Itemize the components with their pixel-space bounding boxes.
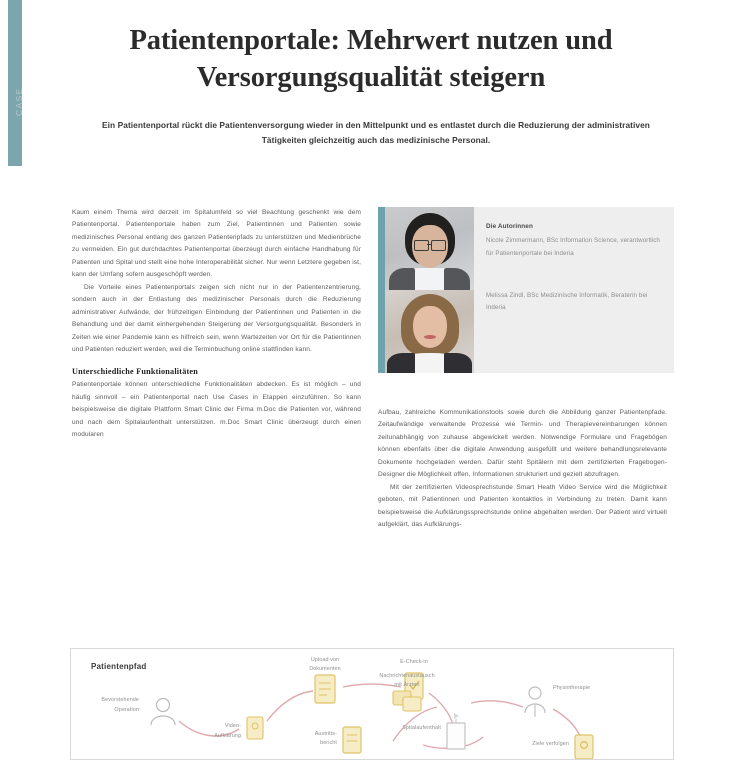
flow-arrow — [393, 707, 437, 741]
hospital-icon-flag — [454, 713, 459, 719]
article-lead: Ein Patientenportal rückt die Patientenversorgung wieder in den Mittelpunkt und es entlastet durch die Reduzierung der administrativen Tätigkeiten gleichzeitig auch das medizinische Personal. — [102, 120, 650, 145]
figure-node — [402, 713, 465, 749]
body-column-left — [72, 207, 361, 625]
figure-node — [214, 717, 263, 739]
hospital-icon — [447, 723, 465, 749]
avatar-lips — [424, 335, 436, 339]
page-title — [62, 22, 680, 96]
section-tab-label: CASE — [14, 87, 24, 116]
author-photo-accent-bar — [378, 207, 385, 373]
figure-node — [379, 673, 434, 711]
page-title-line-1: Patientenportale: Mehrwert nutzen und — [129, 25, 613, 56]
paragraph: Mit der zertifizierten Videosprechstunde Smart Heath Video Service wird die Möglichkeit geboten, mit Patientinnen und Patienten kontaktlos in Verbindung zu treten. Damit kann beispielsweise die Aufklärungssprechstunde online abgehalten werden. Der Patient wird virtuell aufgeklärt, das Aufklärungs- — [378, 483, 667, 529]
avatar-jacket — [444, 268, 470, 290]
message-icon — [403, 697, 421, 711]
node-label: E-Check-in — [400, 659, 428, 665]
flow-arrow — [471, 701, 523, 707]
flow-arrow — [343, 684, 401, 687]
node-label: Upload von — [310, 657, 340, 663]
node-label: Austritts- — [314, 731, 337, 737]
figure-node — [315, 727, 361, 753]
therapist-icon — [529, 687, 541, 699]
avatar-jacket — [387, 353, 415, 373]
goals-icon — [575, 735, 593, 759]
paragraph: Die Vorteile eines Patientenportals zeigen sich nicht nur in der Patientenzentrierung, sondern auch in der Entlastung des medizinischer Personals durch die Reduzierung administrativer Aufwände, der frühzeitigen Einbindung der Patientinnen und Patienten in die Behandlung und der damit einhergehenden Steigerung der Versorgungsqualität. Besonders in Zeiten wie einer Pandemie kann es hilfreich sein, wenn Wartezeiten vor Ort für die Patientinnen und Patienten reduziert werden, weil die Terminbuchung online stattfinden kann. — [72, 283, 361, 354]
node-label: Dokumenten — [309, 666, 341, 672]
avatar-glasses-icon — [414, 240, 429, 251]
node-label: bericht — [320, 740, 337, 746]
author-box-heading: Die Autorinnen — [486, 223, 533, 230]
figure-node — [101, 697, 175, 725]
author-avatar — [385, 290, 474, 373]
avatar-face — [413, 306, 447, 348]
figure-title: Patientenpfad — [91, 662, 147, 671]
author-box — [378, 207, 674, 373]
figure-canvas — [71, 649, 673, 759]
avatar-jacket — [389, 268, 415, 290]
author-avatar — [385, 207, 474, 290]
avatar-glasses-icon — [431, 240, 446, 251]
node-label: Bevorstehende — [101, 697, 139, 703]
node-label: mit Ärzten — [394, 682, 420, 688]
author-entry: Melissa Zindl, BSc Medizinische Informatik, Beraterin bei Inderia — [486, 291, 648, 311]
node-label: Physiotherapie — [553, 685, 591, 691]
section-subheading: Unterschiedliche Funktionalitäten — [72, 366, 199, 376]
node-label: Operation — [114, 707, 139, 713]
node-label: Aufklärung — [214, 733, 241, 739]
avatar-jacket — [444, 353, 472, 373]
author-photo-group — [378, 207, 474, 373]
node-label: Ziele verfolgen — [532, 741, 569, 747]
author-entry: Nicole Zimmermann, BSc Information Science, verantwortlich für Patientenportale bei Inderia — [486, 237, 660, 257]
video-document-icon — [247, 717, 263, 739]
figure-node — [309, 657, 341, 703]
node-label: Spitalaufenthalt — [402, 725, 441, 731]
node-label: Video- — [224, 723, 241, 729]
figure-patient-journey — [70, 648, 674, 760]
paragraph: Patientenportale können unterschiedliche Funktionalitäten abdecken. Es ist möglich – und häufig sinnvoll – ein Patientenportal nach Use Cases in Etappen einzuführen. So kann beispielsweise die digitale Plattform Smart Clinic der Firma m.Doc die Patienten vor, während und nach dem Spitalaufenthalt unterstützen. m.Doc Smart Clinic überzeugt durch einen modularen — [72, 381, 361, 438]
page-title-line-2: Versorgungsqualität steigern — [196, 62, 546, 94]
figure-node — [532, 735, 593, 759]
avatar-glasses-bridge — [427, 244, 431, 245]
report-icon — [343, 727, 361, 753]
paragraph: Aufbau, zahlreiche Kommunikationstools sowie durch die Abbildung ganzer Patientenpfade. Zeitaufwändige verwaltende Prozesse wie Termin- und Therapievereinbarungen können zeitunabhängig von zuhause abgewickelt werden. Notwendige Formulare und Fragebögen können ebenfalls über die digitale Anwendung ausgefüllt und weitere behandlungsrelevante Dokumente hochgeladen werden. Dafür steht Spitälern mit dem zertifizierten Fragebogen-Designer die Möglichkeit offen, Informationen strukturiert und gezielt abzufragen. — [378, 409, 667, 479]
patient-icon-body — [151, 716, 175, 725]
patient-icon — [157, 699, 170, 712]
flow-arrow — [267, 691, 313, 721]
author-details — [474, 207, 674, 373]
node-label: Nachrichtenaustausch — [379, 673, 435, 679]
paragraph: Kaum einem Thema wird derzeit im Spitalumfeld so viel Beachtung geschenkt wie dem Patientenportal. Patientenportale haben zum Ziel, Patientinnen und Patienten sowie medizinisches Personal entlang des ganzen Patientenpfads zu unterstützen und Medienbrüche zu vermeiden. Ein gut durchdachtes Patientenportal überzeugt durch einfache Handhabung für Patienten und Spital und stellt eine hohe Interoperabilität sicher. Nur wenn Letztere gegeben ist, kann der Umfang sofern ausgeschöpft werden. — [72, 209, 361, 279]
